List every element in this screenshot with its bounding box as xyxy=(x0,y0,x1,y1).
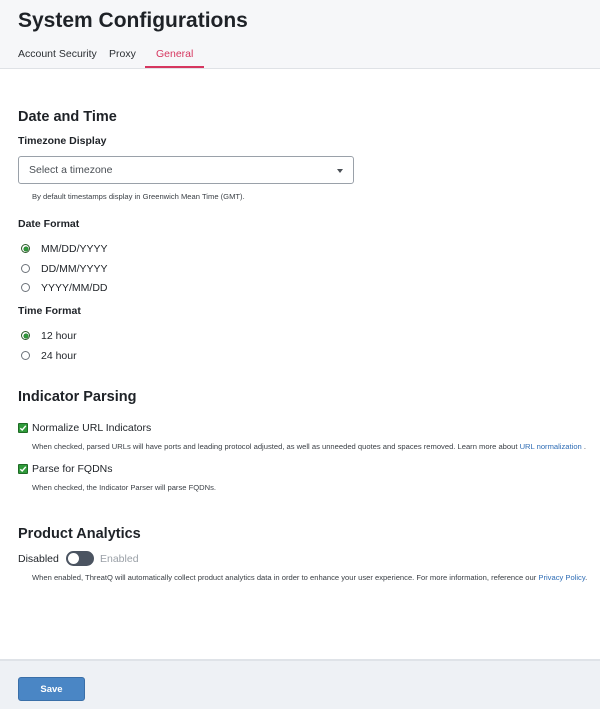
date-time-heading: Date and Time xyxy=(18,109,117,125)
radio-label: MM/DD/YYYY xyxy=(41,243,108,255)
date-format-label: Date Format xyxy=(18,218,80,230)
tab-account-security[interactable]: Account Security xyxy=(18,48,97,60)
page-title: System Configurations xyxy=(18,9,248,32)
tab-proxy[interactable]: Proxy xyxy=(109,48,136,60)
analytics-help: When enabled, ThreatQ will automatically collect product analytics data in order to enhance your user experience. For more information, reference our Privacy Policy. xyxy=(32,573,588,582)
page-header xyxy=(0,0,600,69)
checkbox-checked-icon[interactable] xyxy=(18,464,28,474)
page-footer xyxy=(0,659,600,709)
timezone-label: Timezone Display xyxy=(18,135,107,147)
analytics-toggle[interactable] xyxy=(66,551,94,566)
indicator-parsing-heading: Indicator Parsing xyxy=(18,389,137,405)
tab-general[interactable]: General xyxy=(156,41,193,67)
toggle-knob xyxy=(68,553,79,564)
radio-label: 12 hour xyxy=(41,330,77,342)
parse-fqdns-help: When checked, the Indicator Parser will parse FQDNs. xyxy=(32,483,217,492)
radio-label: 24 hour xyxy=(41,350,77,362)
radio-label: DD/MM/YYYY xyxy=(41,263,108,275)
radio-checked-icon[interactable] xyxy=(21,244,30,253)
radio-unchecked-icon[interactable] xyxy=(21,264,30,273)
radio-checked-icon[interactable] xyxy=(21,331,30,340)
radio-unchecked-icon[interactable] xyxy=(21,283,30,292)
product-analytics-heading: Product Analytics xyxy=(18,526,141,542)
save-button[interactable]: Save xyxy=(18,677,85,701)
checkbox-checked-icon[interactable] xyxy=(18,423,28,433)
timezone-select[interactable] xyxy=(18,156,354,184)
privacy-policy-link[interactable]: Privacy Policy xyxy=(538,573,586,582)
parse-fqdns-label: Parse for FQDNs xyxy=(32,463,113,475)
radio-unchecked-icon[interactable] xyxy=(21,351,30,360)
toggle-enabled-label: Enabled xyxy=(100,553,139,565)
normalize-url-help: When checked, parsed URLs will have ports and leading protocol adjusted, as well as unneeded quotes and spaces removed. Learn more about URL normalization . xyxy=(32,442,586,451)
url-normalization-link[interactable]: URL normalization xyxy=(519,442,582,451)
chevron-down-icon xyxy=(337,169,343,173)
time-format-label: Time Format xyxy=(18,305,81,317)
radio-label: YYYY/MM/DD xyxy=(41,282,108,294)
toggle-disabled-label: Disabled xyxy=(18,553,59,565)
timezone-placeholder: Select a timezone xyxy=(29,164,113,176)
timezone-help: By default timestamps display in Greenwich Mean Time (GMT). xyxy=(32,192,245,201)
normalize-url-label: Normalize URL Indicators xyxy=(32,422,152,434)
